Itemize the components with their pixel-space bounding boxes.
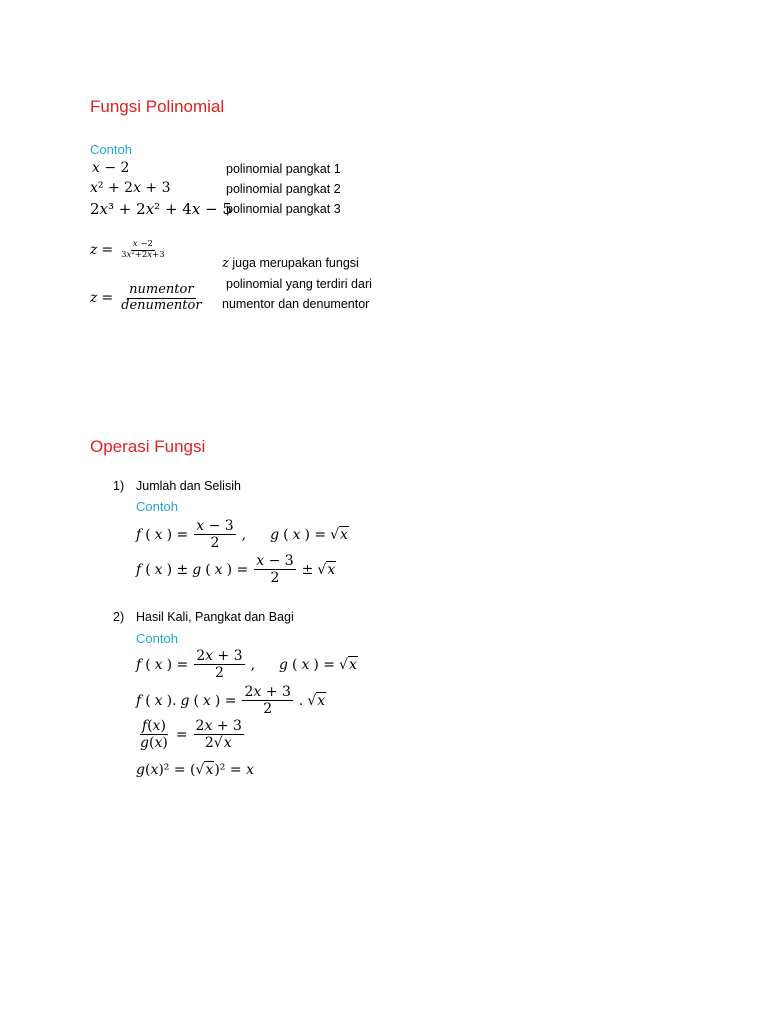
note-line-1: z juga merupakan fungsi	[222, 256, 359, 271]
fx-times-gx: f ( x ). g ( x ) = $\frac{2x + 3}{2}$ . √x	[136, 684, 326, 718]
list-item-jumlah-selisih: Jumlah dan Selisih	[136, 479, 241, 493]
example-label-2: Contoh	[136, 631, 178, 646]
section-title-operasi-fungsi: Operasi Fungsi	[90, 437, 206, 456]
z-fraction-expression: z = $\frac{x -2}{\text{3x²+2x+3}}$	[90, 239, 165, 260]
list-number-2: 2)	[113, 610, 125, 624]
note-line-3: numentor dan denumentor	[222, 297, 370, 311]
list-number-1: 1)	[113, 479, 125, 493]
note-variable: z	[222, 256, 229, 271]
poly-expr-1: x − 2	[92, 160, 130, 176]
note-line-2: polinomial yang terdiri dari	[226, 277, 372, 291]
poly-desc-3: polinomial pangkat 3	[226, 202, 341, 216]
numentor-text: numentor	[129, 282, 194, 297]
list-item-hasil-kali: Hasil Kali, Pangkat dan Bagi	[136, 610, 294, 624]
fx-div-gx: $\frac{f(x)}{g(x)}$ = $\frac{2x + 3}{2√x}$	[140, 718, 242, 752]
fx-gx-definition-1: f ( x ) = $\frac{x - 3}{2}$ , g ( x ) = √x	[136, 518, 348, 552]
poly-expr-3: 2x³ + 2x² + 4x − 5	[90, 200, 232, 218]
poly-desc-1: polinomial pangkat 1	[226, 162, 341, 176]
section-title-fungsi-polinomial: Fungsi Polinomial	[90, 97, 225, 116]
fx-plus-minus-gx: f ( x ) ± g ( x ) = $\frac{x - 3}{2}$ ± √x	[136, 553, 336, 587]
poly-desc-2: polinomial pangkat 2	[226, 182, 341, 196]
poly-expr-2: x² + 2x + 3	[90, 180, 171, 196]
gx-squared: g(x)² = (√x)² = x	[136, 762, 254, 778]
example-label: Contoh	[90, 142, 132, 157]
example-label-1: Contoh	[136, 499, 178, 514]
z-numentor-fraction: z = $\frac{\text{numentor}}{\text{denumentor}}$	[90, 282, 202, 313]
fx-gx-definition-2: f ( x ) = $\frac{2x + 3}{2}$ , g ( x ) = √x	[136, 648, 357, 682]
denumentor-text: denumentor	[121, 297, 202, 313]
